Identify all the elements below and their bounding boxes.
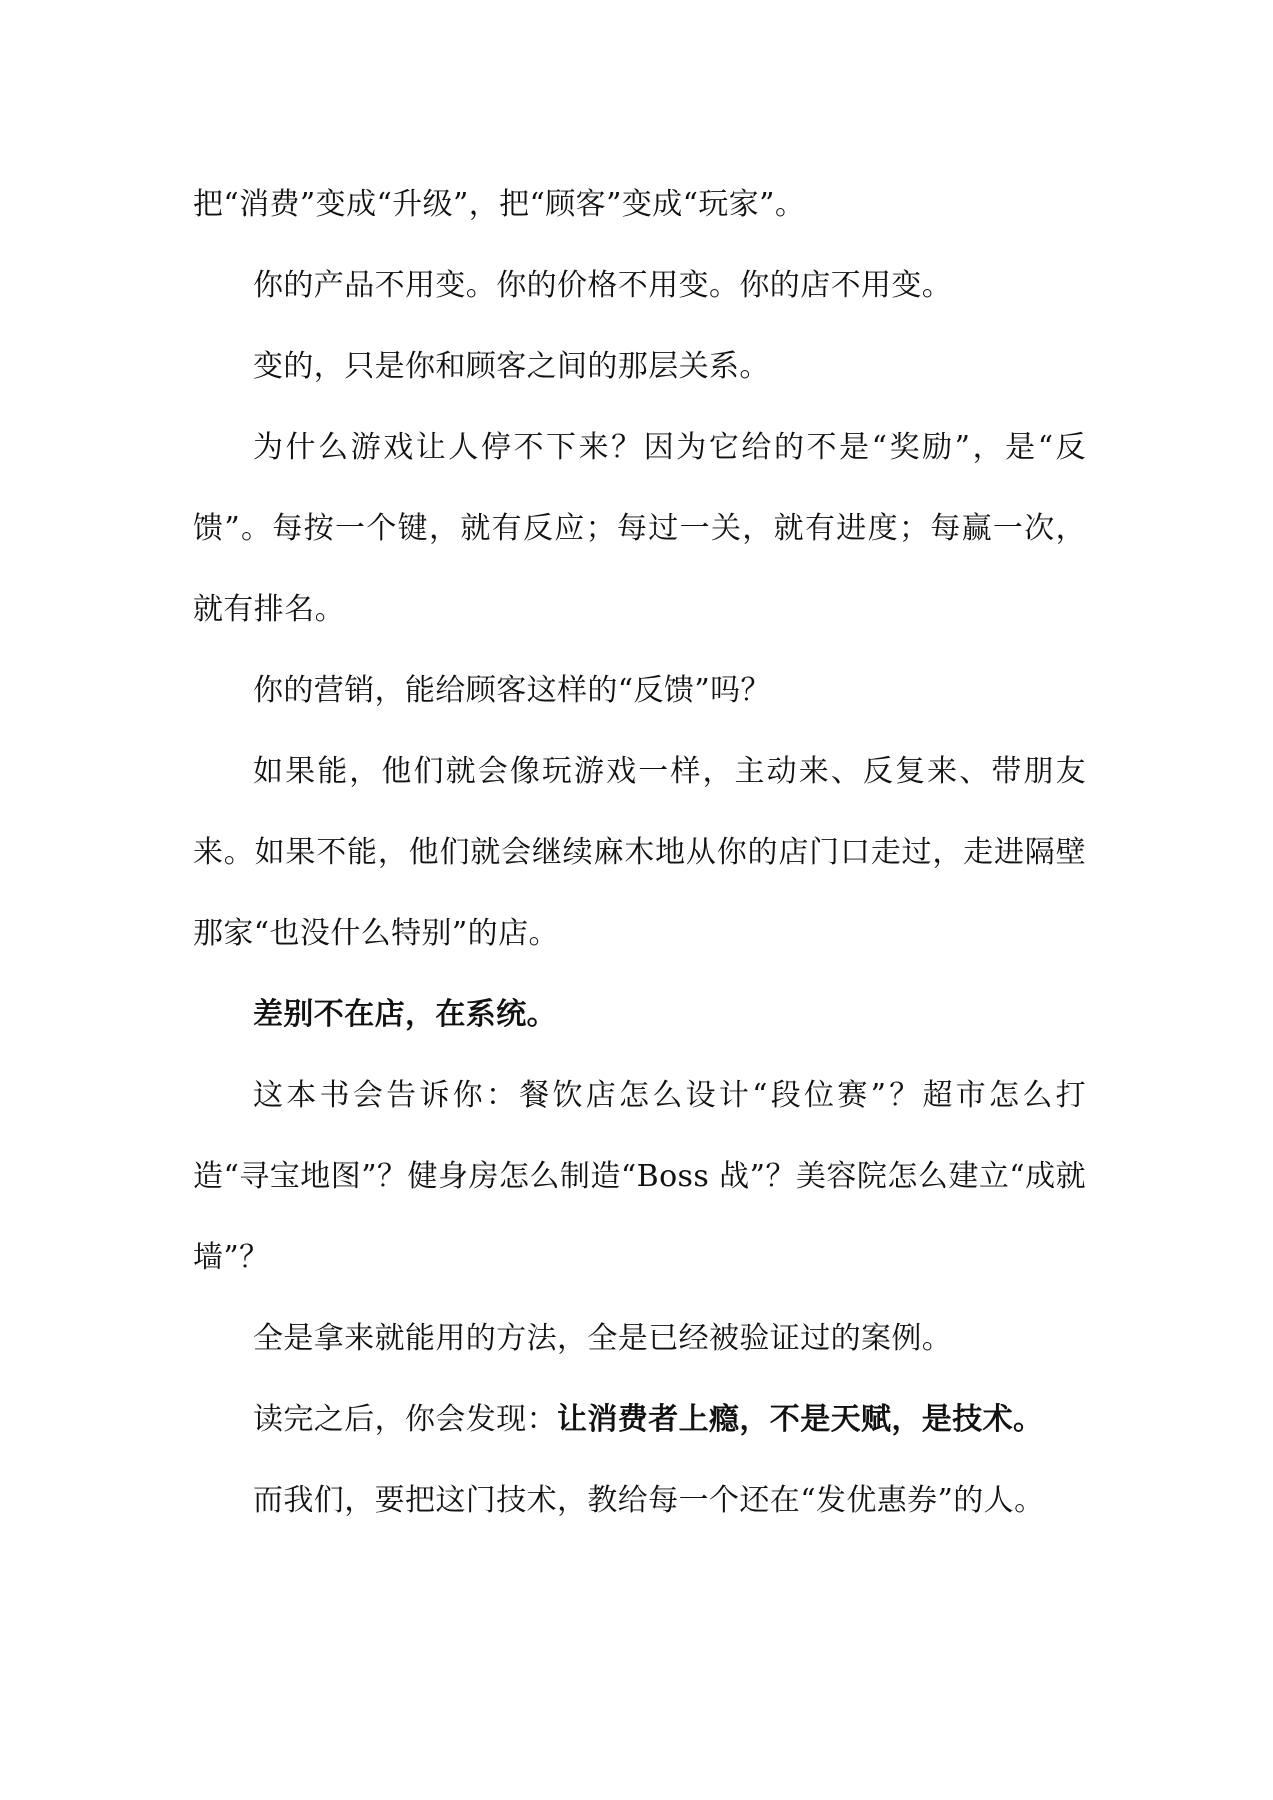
paragraph-1: 把“消费”变成“升级”，把“顾客”变成“玩家”。 [193,187,806,222]
paragraph-6: 如果能，他们就会像玩游戏一样，主动来、反复来、带朋友来。如果不能，他们就会继续麻木地从你的店门口走过，走进隔壁那家“也没什么特别”的店。 [193,754,1086,951]
paragraph-10-bold: 让消费者上瘾，不是天赋，是技术。 [557,1402,1044,1437]
paragraph-8: 这本书会告诉你：餐饮店怎么设计“段位赛”？超市怎么打造“寻宝地图”？健身房怎么制造“Boss 战”？美容院怎么建立“成就墙”？ [193,1078,1086,1275]
document-body [193,164,1086,1541]
paragraph-11: 而我们，要把这门技术，教给每一个还在“发优惠券”的人。 [253,1483,1045,1518]
paragraph-9: 全是拿来就能用的方法，全是已经被验证过的案例。 [253,1321,953,1356]
paragraph-5: 你的营销，能给顾客这样的“反馈”吗？ [253,673,771,708]
paragraph-10-prefix: 读完之后，你会发现： [253,1402,557,1437]
paragraph-10 [193,1379,1086,1460]
paragraph-4: 为什么游戏让人停不下来？因为它给的不是“奖励”，是“反馈”。每按一个键，就有反应；每过一关，就有进度；每赢一次，就有排名。 [193,430,1086,627]
paragraph-7-bold: 差别不在店，在系统。 [253,997,557,1032]
paragraph-2: 你的产品不用变。你的价格不用变。你的店不用变。 [253,268,953,303]
paragraph-3: 变的，只是你和顾客之间的那层关系。 [253,349,770,384]
